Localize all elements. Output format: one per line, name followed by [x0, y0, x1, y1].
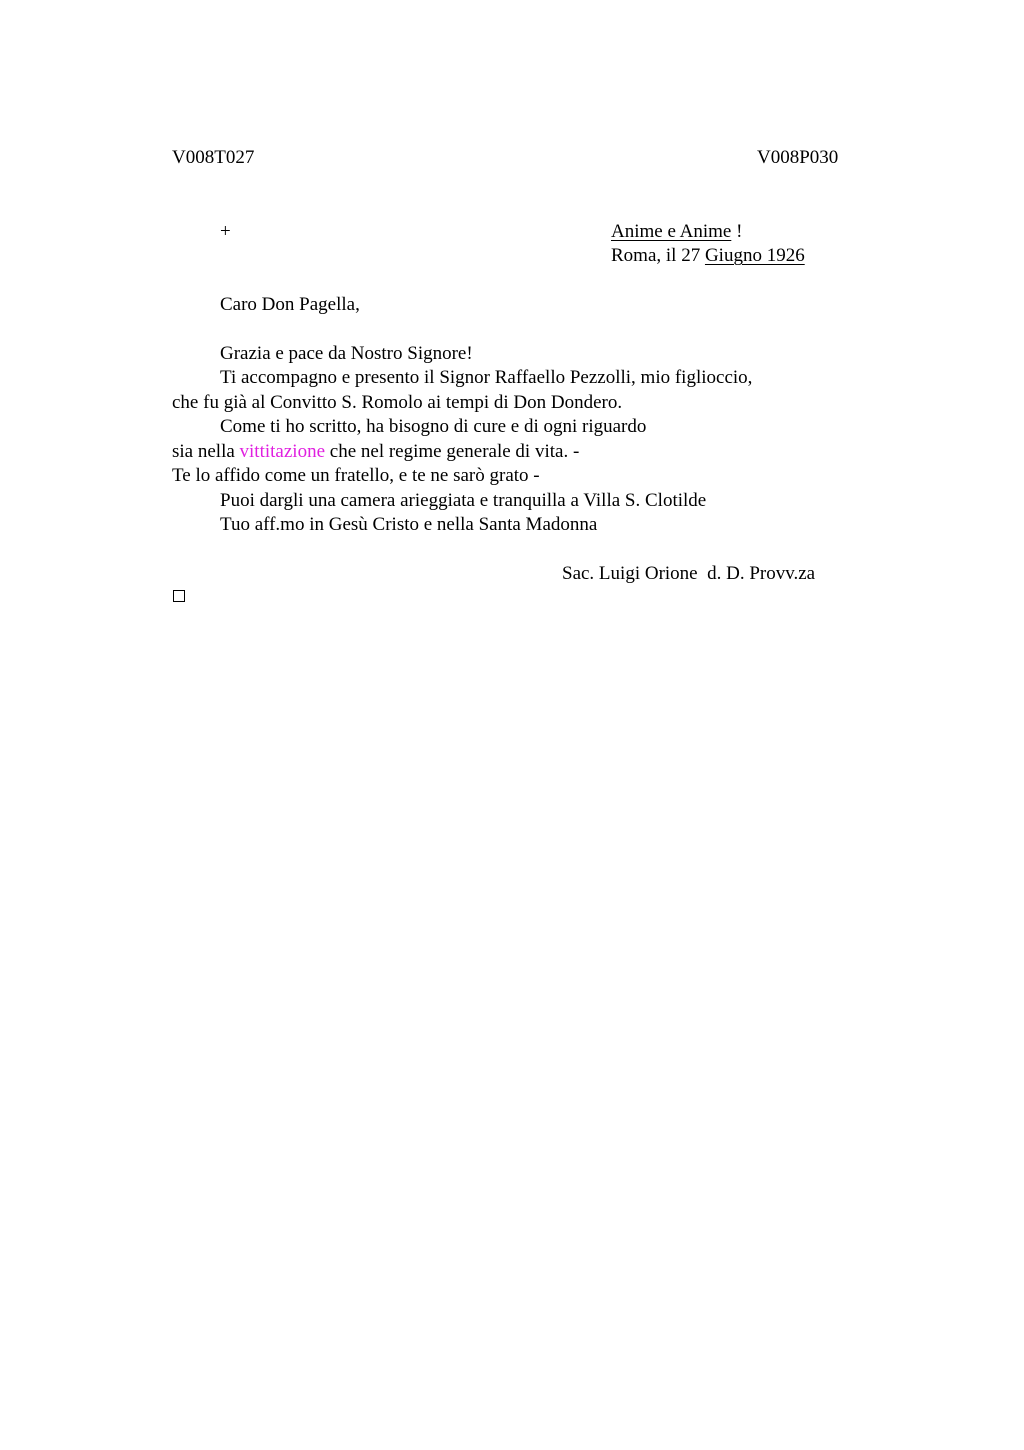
highlighted-word: vittitazione: [239, 441, 326, 462]
dateline-prefix: Roma, il 27: [611, 245, 705, 266]
motto: [611, 220, 742, 244]
body-line-8: Tuo aff.mo in Gesù Cristo e nella Santa Madonna: [220, 514, 598, 535]
motto-underlined: Anime e Anime: [611, 221, 732, 242]
body-line-4: Come ti ho scritto, ha bisogno di cure e di ogni riguardo: [220, 416, 647, 437]
empty-square-icon: [173, 590, 185, 602]
salutation: Caro Don Pagella,: [220, 294, 360, 315]
body-line-1: Grazia e pace da Nostro Signore!: [220, 343, 473, 364]
document-code-left: V008T027: [172, 147, 255, 168]
body-line-2: Ti accompagno e presento il Signor Raffaello Pezzolli, mio figlioccio,: [220, 367, 753, 388]
body-line-5-prefix: sia nella: [172, 441, 240, 462]
dateline-date: Giugno 1926: [704, 245, 805, 266]
body-line-5-suffix: che nel regime generale di vita. -: [325, 441, 580, 462]
body-line-7: Puoi dargli una camera arieggiata e tranquilla a Villa S. Clotilde: [220, 490, 707, 511]
body-line-6: Te lo affido come un fratello, e te ne sarò grato -: [172, 465, 540, 486]
body-line-5: [172, 440, 579, 464]
document-code-right: V008P030: [757, 147, 839, 168]
body-line-3: che fu già al Convitto S. Romolo ai tempi di Don Dondero.: [172, 392, 623, 413]
dateline: [611, 244, 805, 268]
signature: Sac. Luigi Orione d. D. Provv.za: [562, 563, 816, 584]
cross-symbol: +: [220, 221, 231, 242]
motto-suffix: !: [731, 221, 743, 242]
